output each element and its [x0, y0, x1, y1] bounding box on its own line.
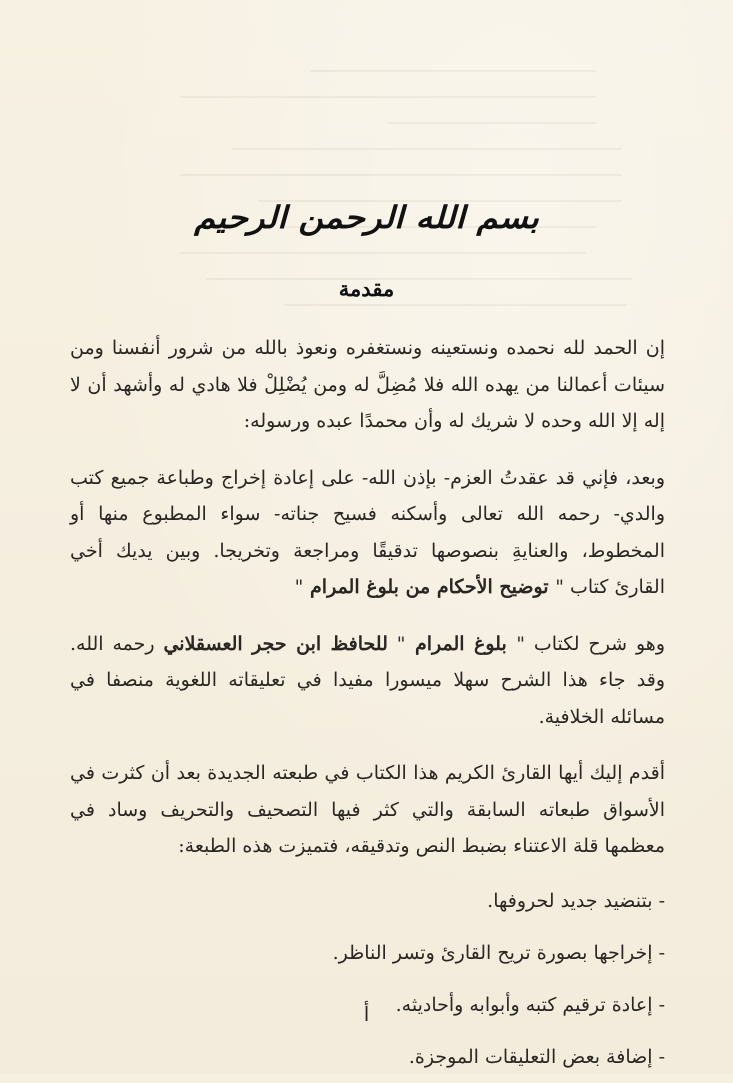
quote-close: ": [294, 576, 304, 598]
page-title: مقدمة: [338, 276, 395, 301]
source-book-title: بلوغ المرام: [405, 632, 517, 655]
list-item: - إعادة ترقيم كتبه وأبوابه وأحاديثه.: [395, 993, 665, 1016]
list-item: - بتنضيد جديد لحروفها.: [487, 889, 665, 912]
quote-mid: ": [387, 632, 406, 655]
paragraph-description-start: وهو شرح لكتاب ": [516, 632, 665, 655]
paragraph-description-end: رحمه الله. وقد جاء هذا الشرح سهلا ميسورا مفيدا في تعليقاته اللغوية منصفا في مسائله الخلافية.: [70, 632, 665, 728]
paragraph-description: [70, 626, 665, 736]
basmala-calligraphy: بسم الله الرحمن الرحيم: [194, 200, 539, 236]
page-number: أ: [363, 1002, 370, 1026]
body-text: [70, 330, 665, 1083]
list-item: - إضافة بعض التعليقات الموجزة.: [408, 1045, 665, 1068]
list-item: - إخراجها بصورة تريح القارئ وتسر الناظر.: [332, 941, 665, 964]
paragraph-praise: إن الحمد لله نحمده ونستعينه ونستغفره ونعوذ بالله من شرور أنفسنا ومن سيئات أعمالنا من يهده الله فلا مُضِلَّ له ومن يُضْلِلْ فلا هادي له وأشهد أن لا إله إلا الله وحده لا شريك له وأن محمدًا عبده ورسوله:: [70, 337, 665, 432]
paragraph-intent: [70, 460, 665, 606]
paragraph-intent-text: وبعد، فإني قد عقدتُ العزم- بإذن الله- على إعادة إخراج وطباعة جميع كتب والدي- رحمه الله تعالى وأسكنه فسيح جناته- سواء المطبوع منها أو المخطوط، والعنايةِ بنصوصها تدقيقًا ومراجعة وتخريجا. وبين يديك أخي القارئ كتاب ": [70, 466, 665, 598]
features-list: [70, 875, 665, 1083]
author-name: للحافظ ابن حجر العسقلاني: [163, 632, 388, 655]
paragraph-edition: أقدم إليك أيها القارئ الكريم هذا الكتاب في طبعته الجديدة بعد أن كثرت في الأسواق طبعاته السابقة والتي كثر فيها التصحيف والتحريف وساد في معظمها قلة الاعتناء بضبط النص وتدقيقه، فتميزت هذه الطبعة:: [70, 762, 665, 857]
book-title: توضيح الأحكام من بلوغ المرام: [303, 576, 556, 598]
